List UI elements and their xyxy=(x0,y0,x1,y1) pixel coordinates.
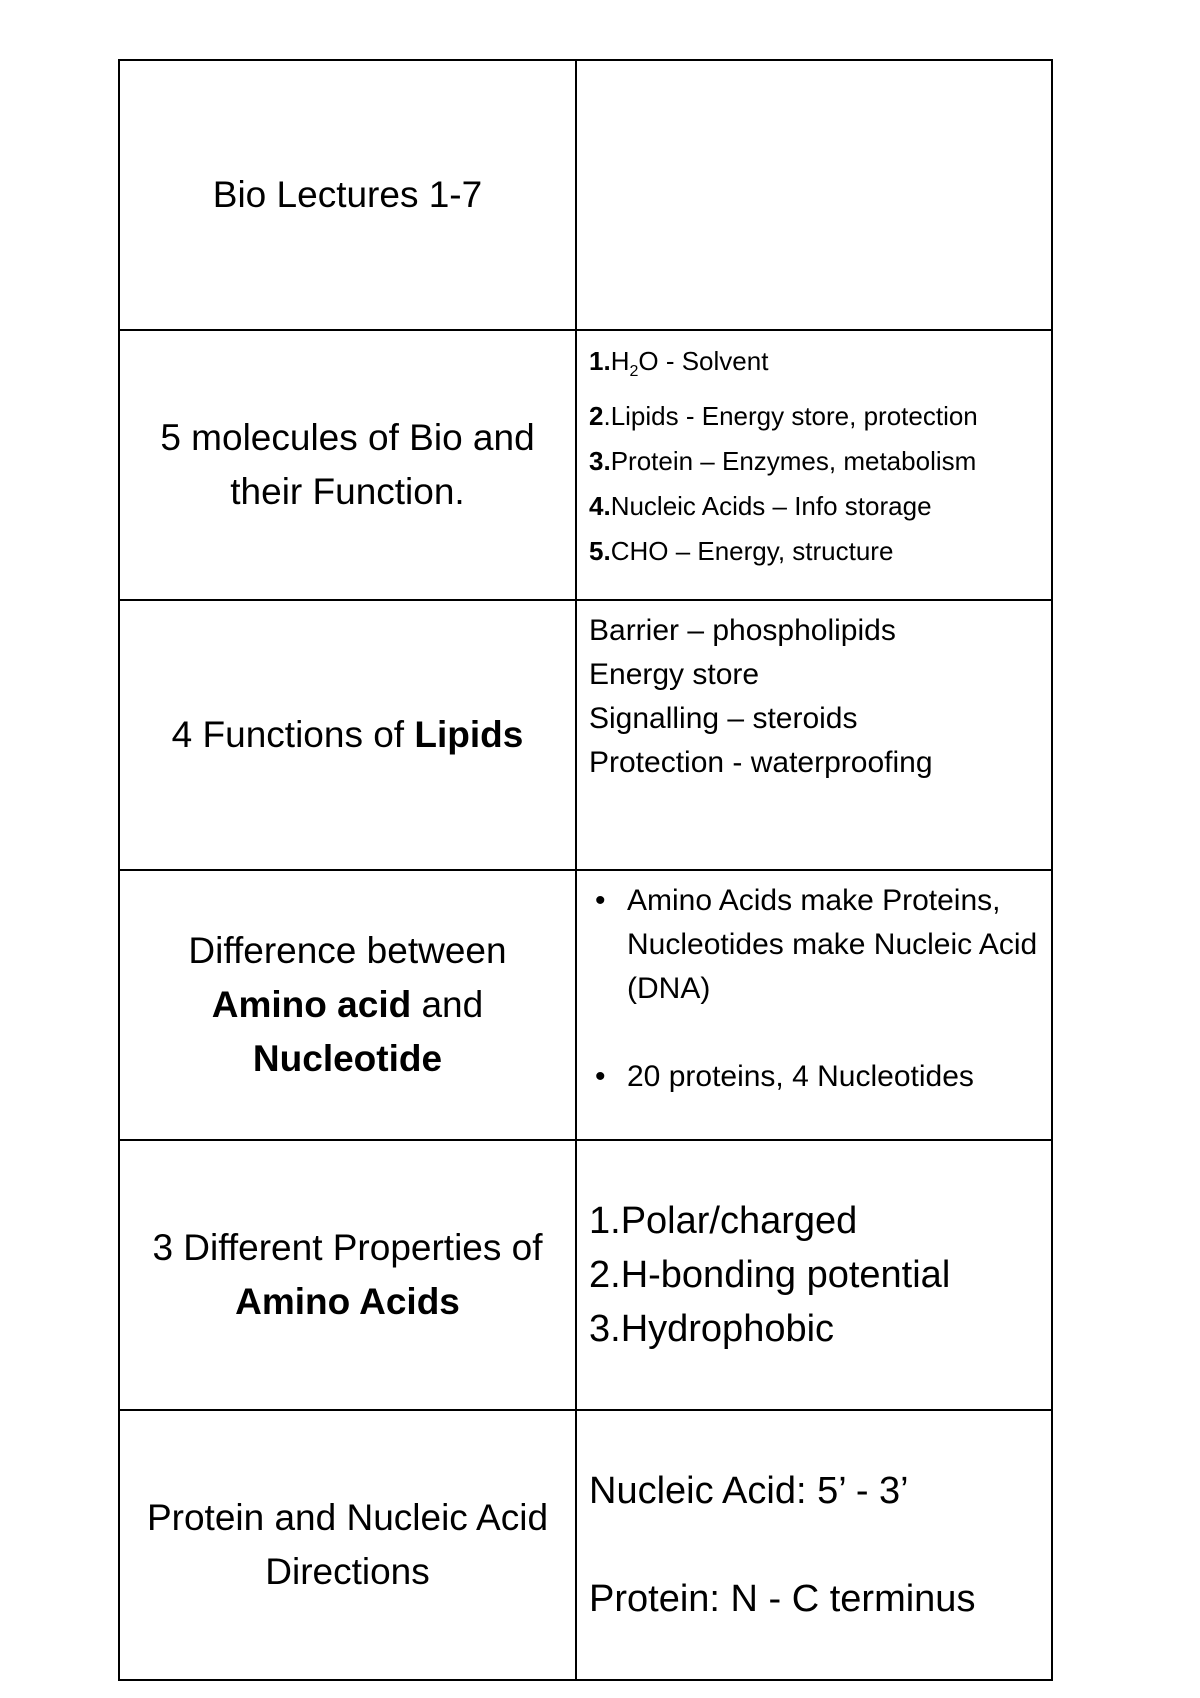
answer-line: Protection - waterproofing xyxy=(589,746,933,779)
answer-line: 2.Lipids - Energy store, protection xyxy=(589,401,978,432)
question-text: Protein and Nucleic Acid Directions xyxy=(146,1497,549,1592)
card-row xyxy=(119,60,1052,330)
card-row xyxy=(119,1140,1052,1410)
card-question: 3 Different Properties of Amino Acids xyxy=(119,1140,576,1410)
card-question: Difference between Amino acid and Nucleotide xyxy=(119,870,576,1140)
answer-bullets xyxy=(589,879,1039,1099)
card-question: 4 Functions of Lipids xyxy=(119,600,576,870)
answer-line: Barrier – phospholipids xyxy=(589,614,896,647)
answer-line: 2.H-bonding potential xyxy=(589,1254,951,1296)
answer-line: 3.Hydrophobic xyxy=(589,1308,835,1350)
card-answer xyxy=(576,870,1052,1140)
answer-line: 5.CHO – Energy, structure xyxy=(589,536,894,567)
answer-line: Protein: N - C terminus xyxy=(589,1578,976,1620)
card-question xyxy=(119,330,576,600)
card-answer xyxy=(576,1410,1052,1680)
question-text: Bio Lectures 1-7 xyxy=(212,174,483,215)
answer-line: 1.Polar/charged xyxy=(589,1200,858,1242)
answer-line: 4.Nucleic Acids – Info storage xyxy=(589,491,932,522)
question-text: 5 molecules of Bio and their Function. xyxy=(160,417,535,512)
card-row xyxy=(119,870,1052,1140)
card-answer xyxy=(576,1140,1052,1410)
list-item: • Amino Acids make Proteins, Nucleotides make Nucleic Acid (DNA) xyxy=(589,879,1039,1011)
answer-line: $1.H_2O$ - Solvent xyxy=(589,346,769,381)
flashcard-table xyxy=(118,59,1053,1681)
card-row xyxy=(119,330,1052,600)
card-row xyxy=(119,1410,1052,1680)
card-answer xyxy=(576,600,1052,870)
answer-line: Nucleic Acid: 5’ - 3’ xyxy=(589,1470,909,1512)
card-answer xyxy=(576,330,1052,600)
card-answer xyxy=(576,60,1052,330)
card-question xyxy=(119,60,576,330)
card-row xyxy=(119,600,1052,870)
answer-line: Signalling – steroids xyxy=(589,702,858,735)
list-item: • 20 proteins, 4 Nucleotides xyxy=(589,1055,1039,1099)
answer-line: 3.Protein – Enzymes, metabolism xyxy=(589,446,977,477)
answer-line: Energy store xyxy=(589,658,760,691)
card-question xyxy=(119,1410,576,1680)
